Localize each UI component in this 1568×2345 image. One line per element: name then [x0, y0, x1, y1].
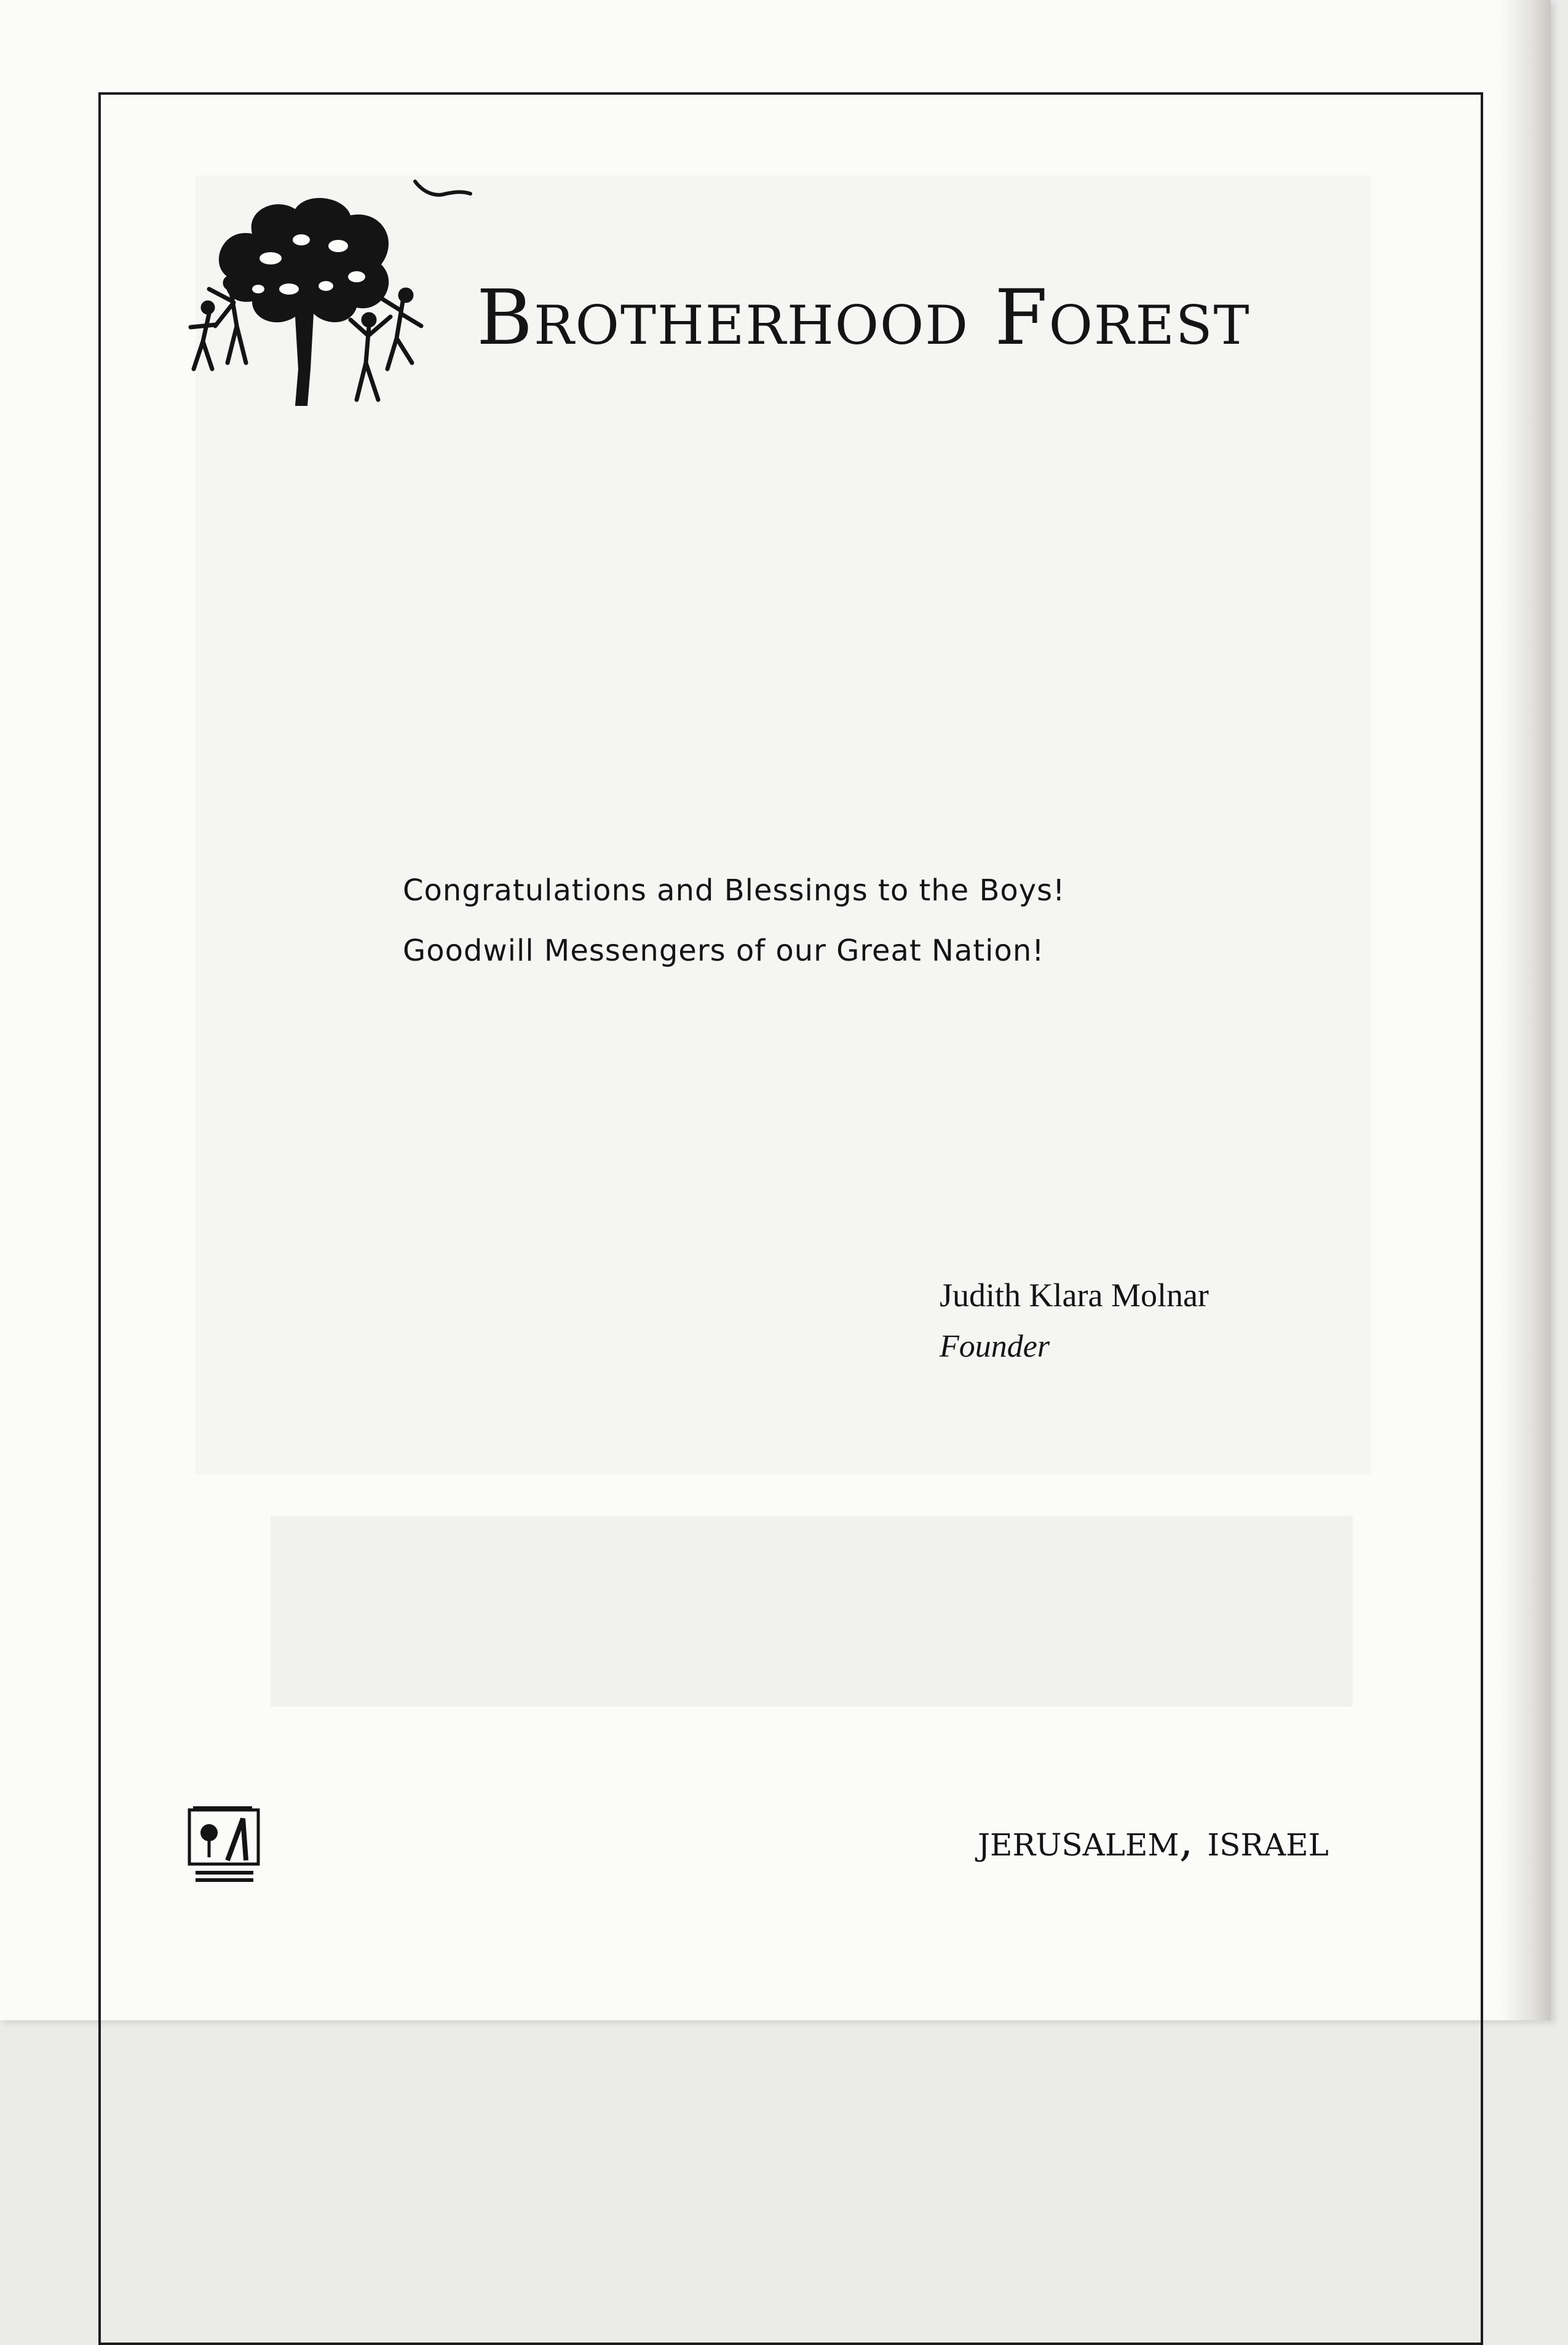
signatory-title: Founder [940, 1329, 1050, 1364]
jnf-emblem-icon [184, 1805, 264, 1885]
location: jerusalem, israel [978, 1814, 1329, 1866]
org-name: Brotherhood Forest [477, 274, 1251, 362]
signatory-name: Judith Klara Molnar [940, 1277, 1209, 1314]
message-line-2: Goodwill Messengers of our Great Nation! [403, 934, 1045, 968]
page-spine-shadow [1500, 0, 1551, 2020]
message-line-1: Congratulations and Blessings to the Boys! [403, 873, 1066, 908]
bird-icon [412, 175, 473, 206]
ad-border [98, 92, 1483, 2345]
